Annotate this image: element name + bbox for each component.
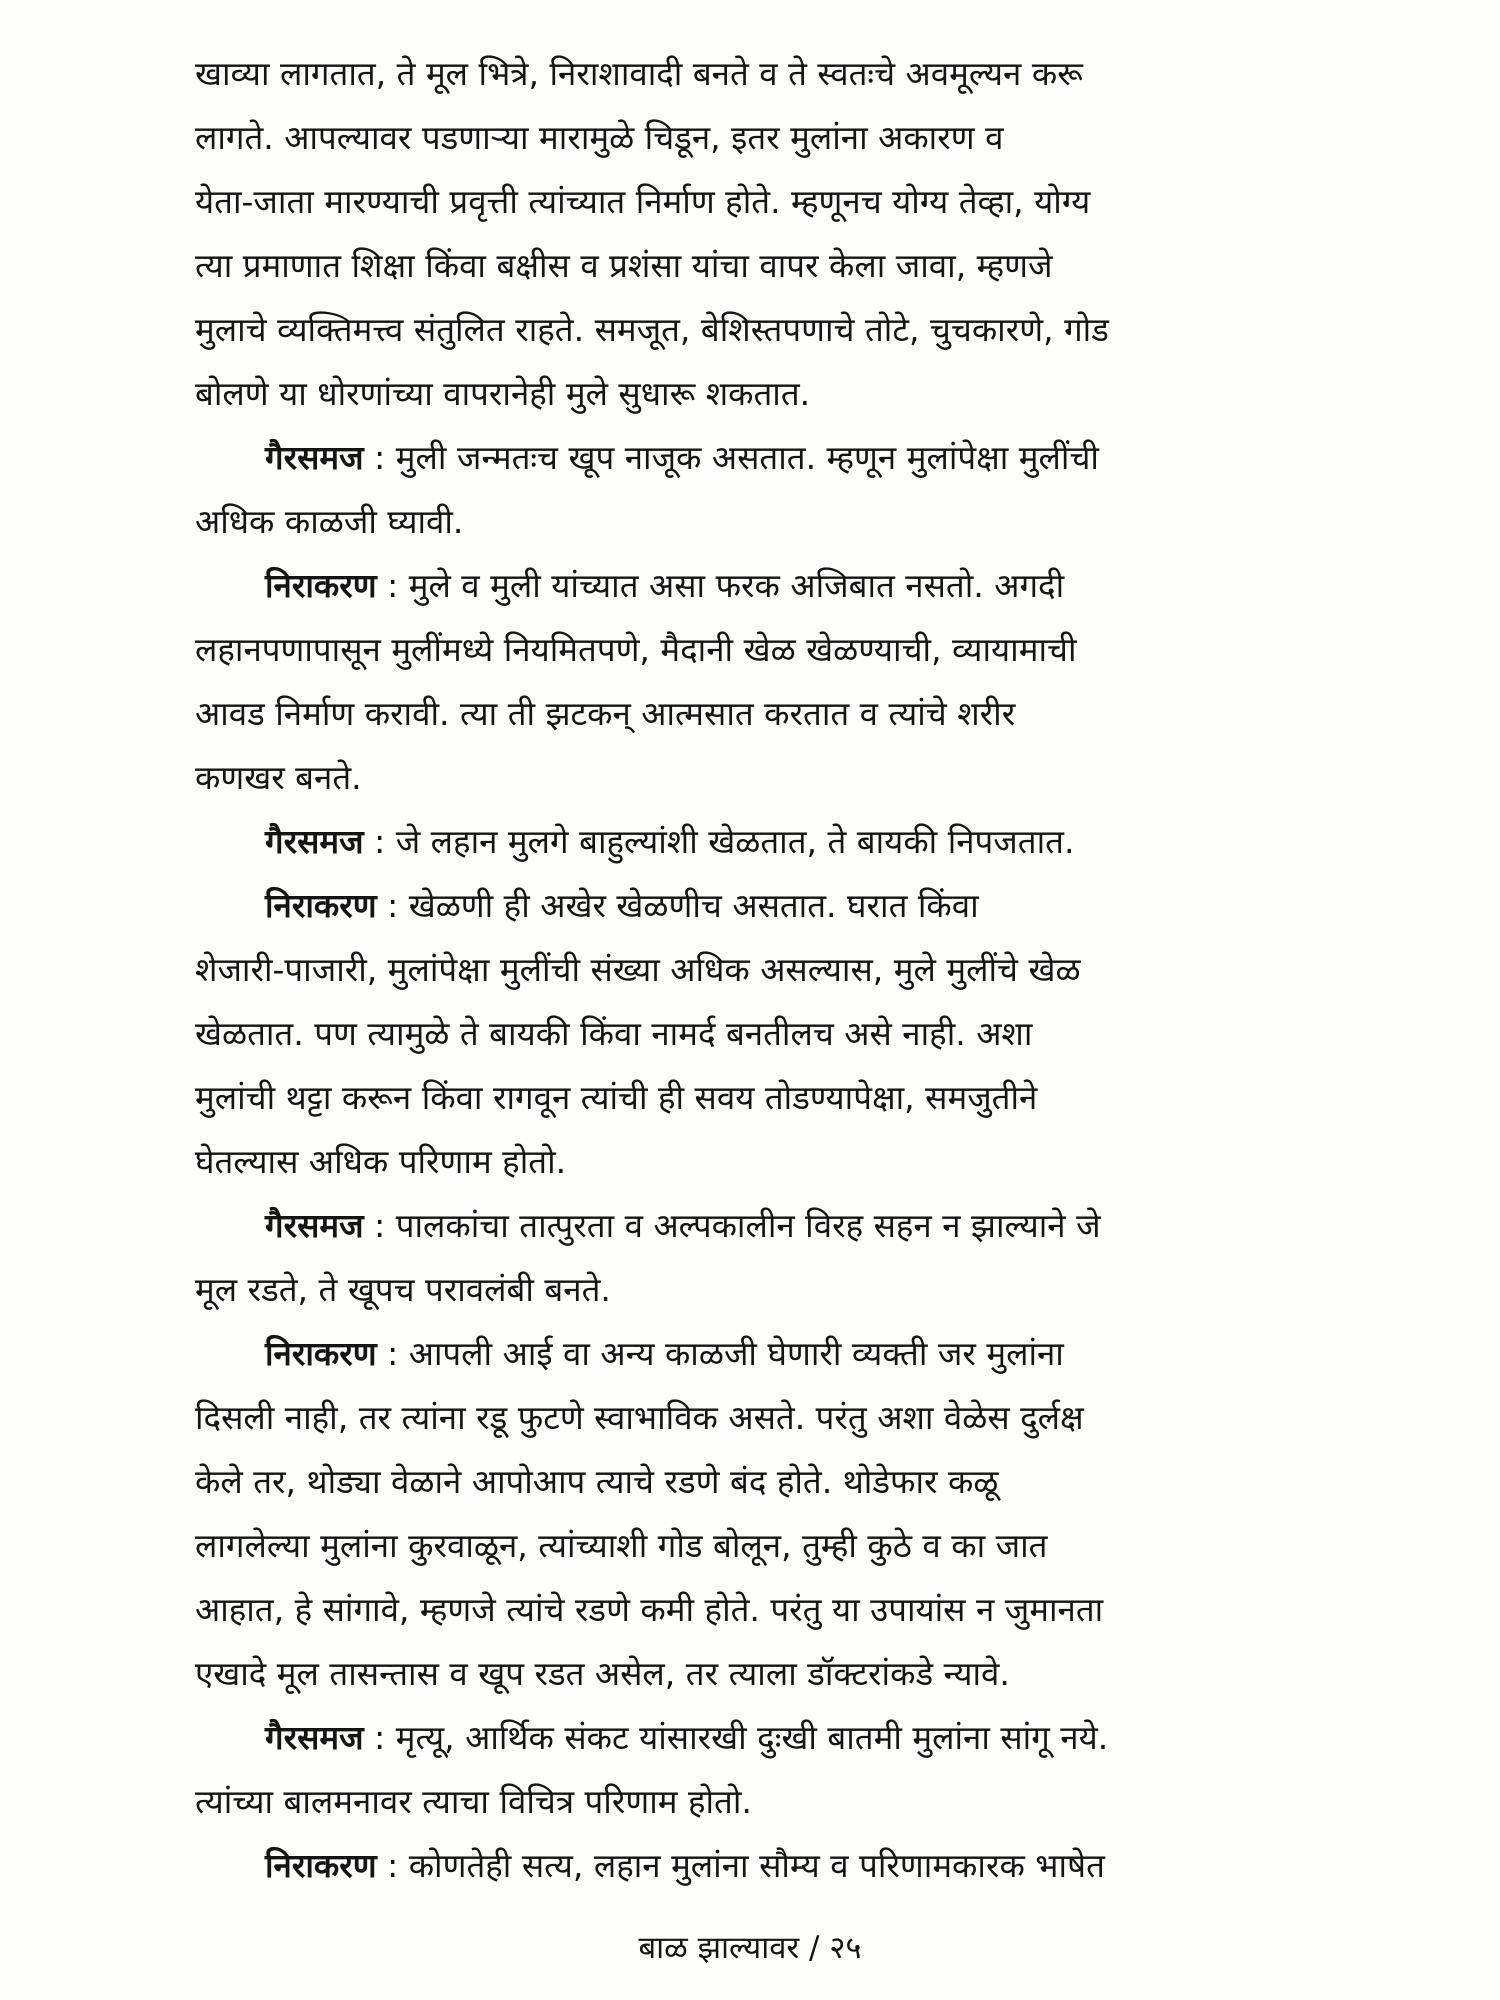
text-line: : आपली आई वा अन्य काळजी घेणारी व्यक्ती जर मुलांना: [376, 1334, 1064, 1373]
misconception-label: गैरसमज: [265, 1718, 364, 1757]
resolution-label: निराकरण: [265, 886, 377, 925]
text-line: आवड निर्माण करावी. त्या ती झटकन् आत्मसात करतात व त्यांचे शरीर: [195, 694, 1016, 733]
misconception-paragraph-start: [195, 1194, 1315, 1258]
misconception-label: गैरसमज: [265, 1206, 364, 1245]
text-line: एखादे मूल तासन्तास व खूप रडत असेल, तर त्याला डॉक्टरांकडे न्यावे.: [195, 1654, 1010, 1693]
text-line: खाव्या लागतात, ते मूल भित्रे, निराशावादी बनते व ते स्वतःचे अवमूल्यन करू: [195, 54, 1083, 93]
text-line: कणखर बनते.: [195, 758, 362, 797]
text-line: मूल रडते, ते खूपच परावलंबी बनते.: [195, 1270, 611, 1309]
text-line: : मुली जन्मतःच खूप नाजूक असतात. म्हणून मुलांपेक्षा मुलींची: [363, 438, 1099, 477]
misconception-label: गैरसमज: [265, 438, 364, 477]
text-line: : खेळणी ही अखेर खेळणीच असतात. घरात किंवा: [376, 886, 979, 925]
resolution-paragraph-start: [195, 1834, 1315, 1898]
text-line: : जे लहान मुलगे बाहुल्यांशी खेळतात, ते बायकी निपजतात.: [363, 822, 1075, 861]
misconception-paragraph-start: [195, 426, 1315, 490]
misconception-paragraph-start: [195, 810, 1315, 874]
text-line: येता-जाता मारण्याची प्रवृत्ती त्यांच्यात निर्माण होते. म्हणूनच योग्य तेव्हा, योग्य: [195, 182, 1091, 221]
resolution-label: निराकरण: [265, 566, 377, 605]
text-line: : पालकांचा तात्पुरता व अल्पकालीन विरह सहन न झाल्याने जे: [363, 1206, 1101, 1245]
text-line: त्या प्रमाणात शिक्षा किंवा बक्षीस व प्रशंसा यांचा वापर केला जावा, म्हणजे: [195, 246, 1053, 285]
text-line: लागलेल्या मुलांना कुरवाळून, त्यांच्याशी गोड बोलून, तुम्ही कुठे व का जात: [195, 1526, 1048, 1565]
page-footer: बाळ झाल्यावर / २५: [638, 1930, 862, 1966]
text-line: मुलांची थट्टा करून किंवा रागवून त्यांची ही सवय तोडण्यापेक्षा, समजुतीने: [195, 1078, 1038, 1117]
text-line: : कोणतेही सत्य, लहान मुलांना सौम्य व परिणामकारक भाषेत: [376, 1846, 1105, 1885]
resolution-paragraph-start: [195, 874, 1315, 938]
text-line: लहानपणापासून मुलींमध्ये नियमितपणे, मैदानी खेळ खेळण्याची, व्यायामाची: [195, 630, 1077, 669]
text-line: केले तर, थोड्या वेळाने आपोआप त्याचे रडणे बंद होते. थोडेफार कळू: [195, 1462, 999, 1501]
resolution-label: निराकरण: [265, 1846, 377, 1885]
text-line: आहात, हे सांगावे, म्हणजे त्यांचे रडणे कमी होते. परंतु या उपायांस न जुमानता: [195, 1590, 1104, 1629]
text-line: शेजारी-पाजारी, मुलांपेक्षा मुलींची संख्या अधिक असल्यास, मुले मुलींचे खेळ: [195, 950, 1081, 989]
text-line: त्यांच्या बालमनावर त्याचा विचित्र परिणाम होतो.: [195, 1782, 752, 1821]
text-line: खेळतात. पण त्यामुळे ते बायकी किंवा नामर्द बनतीलच असे नाही. अशा: [195, 1014, 1033, 1053]
body-text: [195, 42, 1315, 1898]
text-line: बोलणे या धोरणांच्या वापरानेही मुले सुधारू शकतात.: [195, 374, 811, 413]
text-line: मुलाचे व्यक्तिमत्त्व संतुलित राहते. समजूत, बेशिस्तपणाचे तोटे, चुचकारणे, गोड: [195, 310, 1109, 349]
text-line: लागते. आपल्यावर पडणाऱ्या मारामुळे चिडून, इतर मुलांना अकारण व: [195, 118, 1004, 157]
text-line: : मृत्यू, आर्थिक संकट यांसारखी दुःखी बातमी मुलांना सांगू नये.: [363, 1718, 1109, 1757]
misconception-label: गैरसमज: [265, 822, 364, 861]
misconception-paragraph-start: [195, 1706, 1315, 1770]
resolution-paragraph-start: [195, 1322, 1315, 1386]
text-line: दिसली नाही, तर त्यांना रडू फुटणे स्वाभाविक असते. परंतु अशा वेळेस दुर्लक्ष: [195, 1398, 1084, 1437]
text-line: : मुले व मुली यांच्यात असा फरक अजिबात नसतो. अगदी: [376, 566, 1065, 605]
resolution-paragraph-start: [195, 554, 1315, 618]
resolution-label: निराकरण: [265, 1334, 377, 1373]
text-line: अधिक काळजी घ्यावी.: [195, 502, 464, 541]
text-line: घेतल्यास अधिक परिणाम होतो.: [195, 1142, 567, 1181]
